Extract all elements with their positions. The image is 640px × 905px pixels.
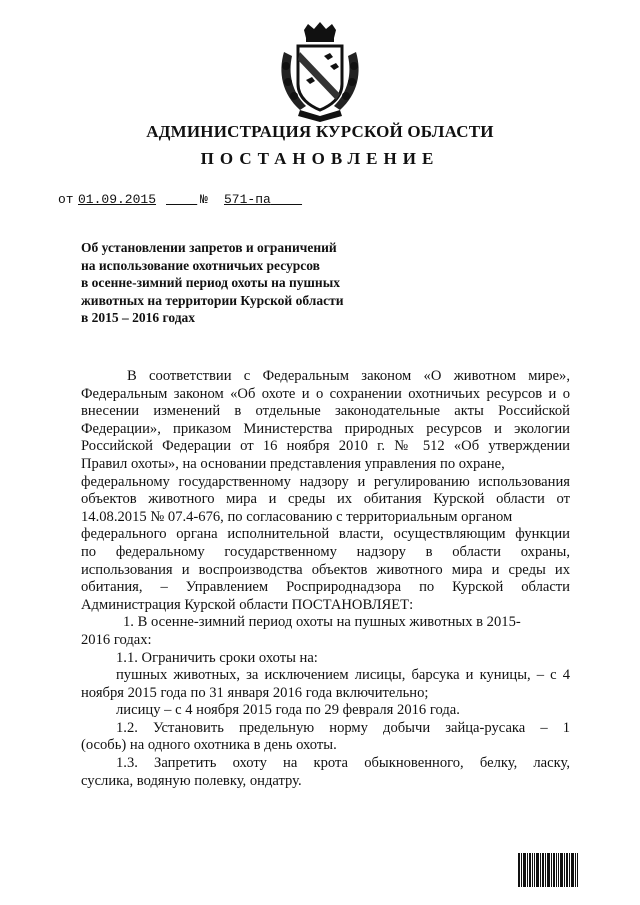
preamble-line: федерального органа исполнительной власти, осуществляющим функции xyxy=(81,526,570,543)
subject-line: на использование охотничьих ресурсов xyxy=(81,257,320,273)
number-prefix: № xyxy=(200,192,208,207)
item-1-1-line: ноября 2015 года по 31 января 2016 года включительно; xyxy=(81,684,429,701)
preamble-line: внесении изменений в отдельные законодательные акты Российской xyxy=(81,403,570,420)
preamble-line: по федеральному государственному надзору в области охраны, xyxy=(81,543,570,560)
preamble-line: обитания, – Управлением Росприроднадзора по Курской области xyxy=(81,579,570,596)
item-1-line: 1. В осенне-зимний период охоты на пушных животных в 2015- xyxy=(123,614,521,631)
organization-title: АДМИНИСТРАЦИЯ КУРСКОЙ ОБЛАСТИ xyxy=(146,122,494,141)
item-1-1-title: 1.1. Ограничить сроки охоты на: xyxy=(116,649,318,666)
item-1-3-line: 1.3. Запретить охоту на крота обыкновенного, белку, ласку, xyxy=(116,755,570,772)
preamble-line: Администрация Курской области ПОСТАНОВЛЯЕТ: xyxy=(81,596,414,613)
subject-line: животных на территории Курской области xyxy=(81,292,344,308)
document-number: 571-па xyxy=(224,192,271,207)
item-1-2-line: (особь) на одного охотника в день охоты. xyxy=(81,737,337,754)
document-subject xyxy=(81,239,421,327)
item-1-1-line: пушных животных, за исключением лисицы, барсука и куницы, – с 4 xyxy=(116,667,570,684)
item-1-1-line: лисицу – с 4 ноября 2015 года по 29 февраля 2016 года. xyxy=(116,702,460,719)
preamble-line: Российской Федерации от 16 ноября 2010 г. № 512 «Об утверждении xyxy=(81,438,570,455)
document-date: 01.09.2015 xyxy=(78,192,157,207)
preamble-line: Правил охоты», на основании представления управления по охране, xyxy=(81,455,505,472)
subject-line: в 2015 – 2016 годах xyxy=(81,310,196,325)
subject-line: Об установлении запретов и ограничений xyxy=(81,240,337,255)
preamble-line: Федерации», приказом Министерства природных ресурсов и экологии xyxy=(81,420,570,437)
barcode xyxy=(518,853,578,887)
item-1-2-line: 1.2. Установить предельную норму добычи зайца-русака – 1 xyxy=(116,719,570,736)
preamble-line: использования и воспроизводства объектов животного мира и среды их xyxy=(81,561,570,578)
subject-line: в осенне-зимний период охоты на пушных xyxy=(81,275,341,290)
item-1-3-line: суслика, водяную полевку, ондатру. xyxy=(81,772,302,789)
date-prefix: от xyxy=(58,192,74,207)
preamble-line: В соответствии с Федеральным законом «О животном мире», xyxy=(127,368,570,384)
preamble-line: 14.08.2015 № 07.4-676, по согласованию с территориальным органом xyxy=(81,508,513,525)
document-body xyxy=(81,368,570,790)
preamble-line: федеральному государственному надзору и регулированию использования xyxy=(81,473,570,490)
preamble-line: объектов животного мира и среды их обитания Курской области от xyxy=(81,491,570,508)
document-type-title: ПОСТАНОВЛЕНИЕ xyxy=(200,149,440,168)
preamble-line: Федеральным законом «Об охоте и о сохранении охотничьих ресурсов и о xyxy=(81,385,570,402)
item-1-line: 2016 годах: xyxy=(81,631,152,648)
coat-of-arms-emblem xyxy=(270,22,370,122)
date-underline-gap xyxy=(166,192,197,207)
